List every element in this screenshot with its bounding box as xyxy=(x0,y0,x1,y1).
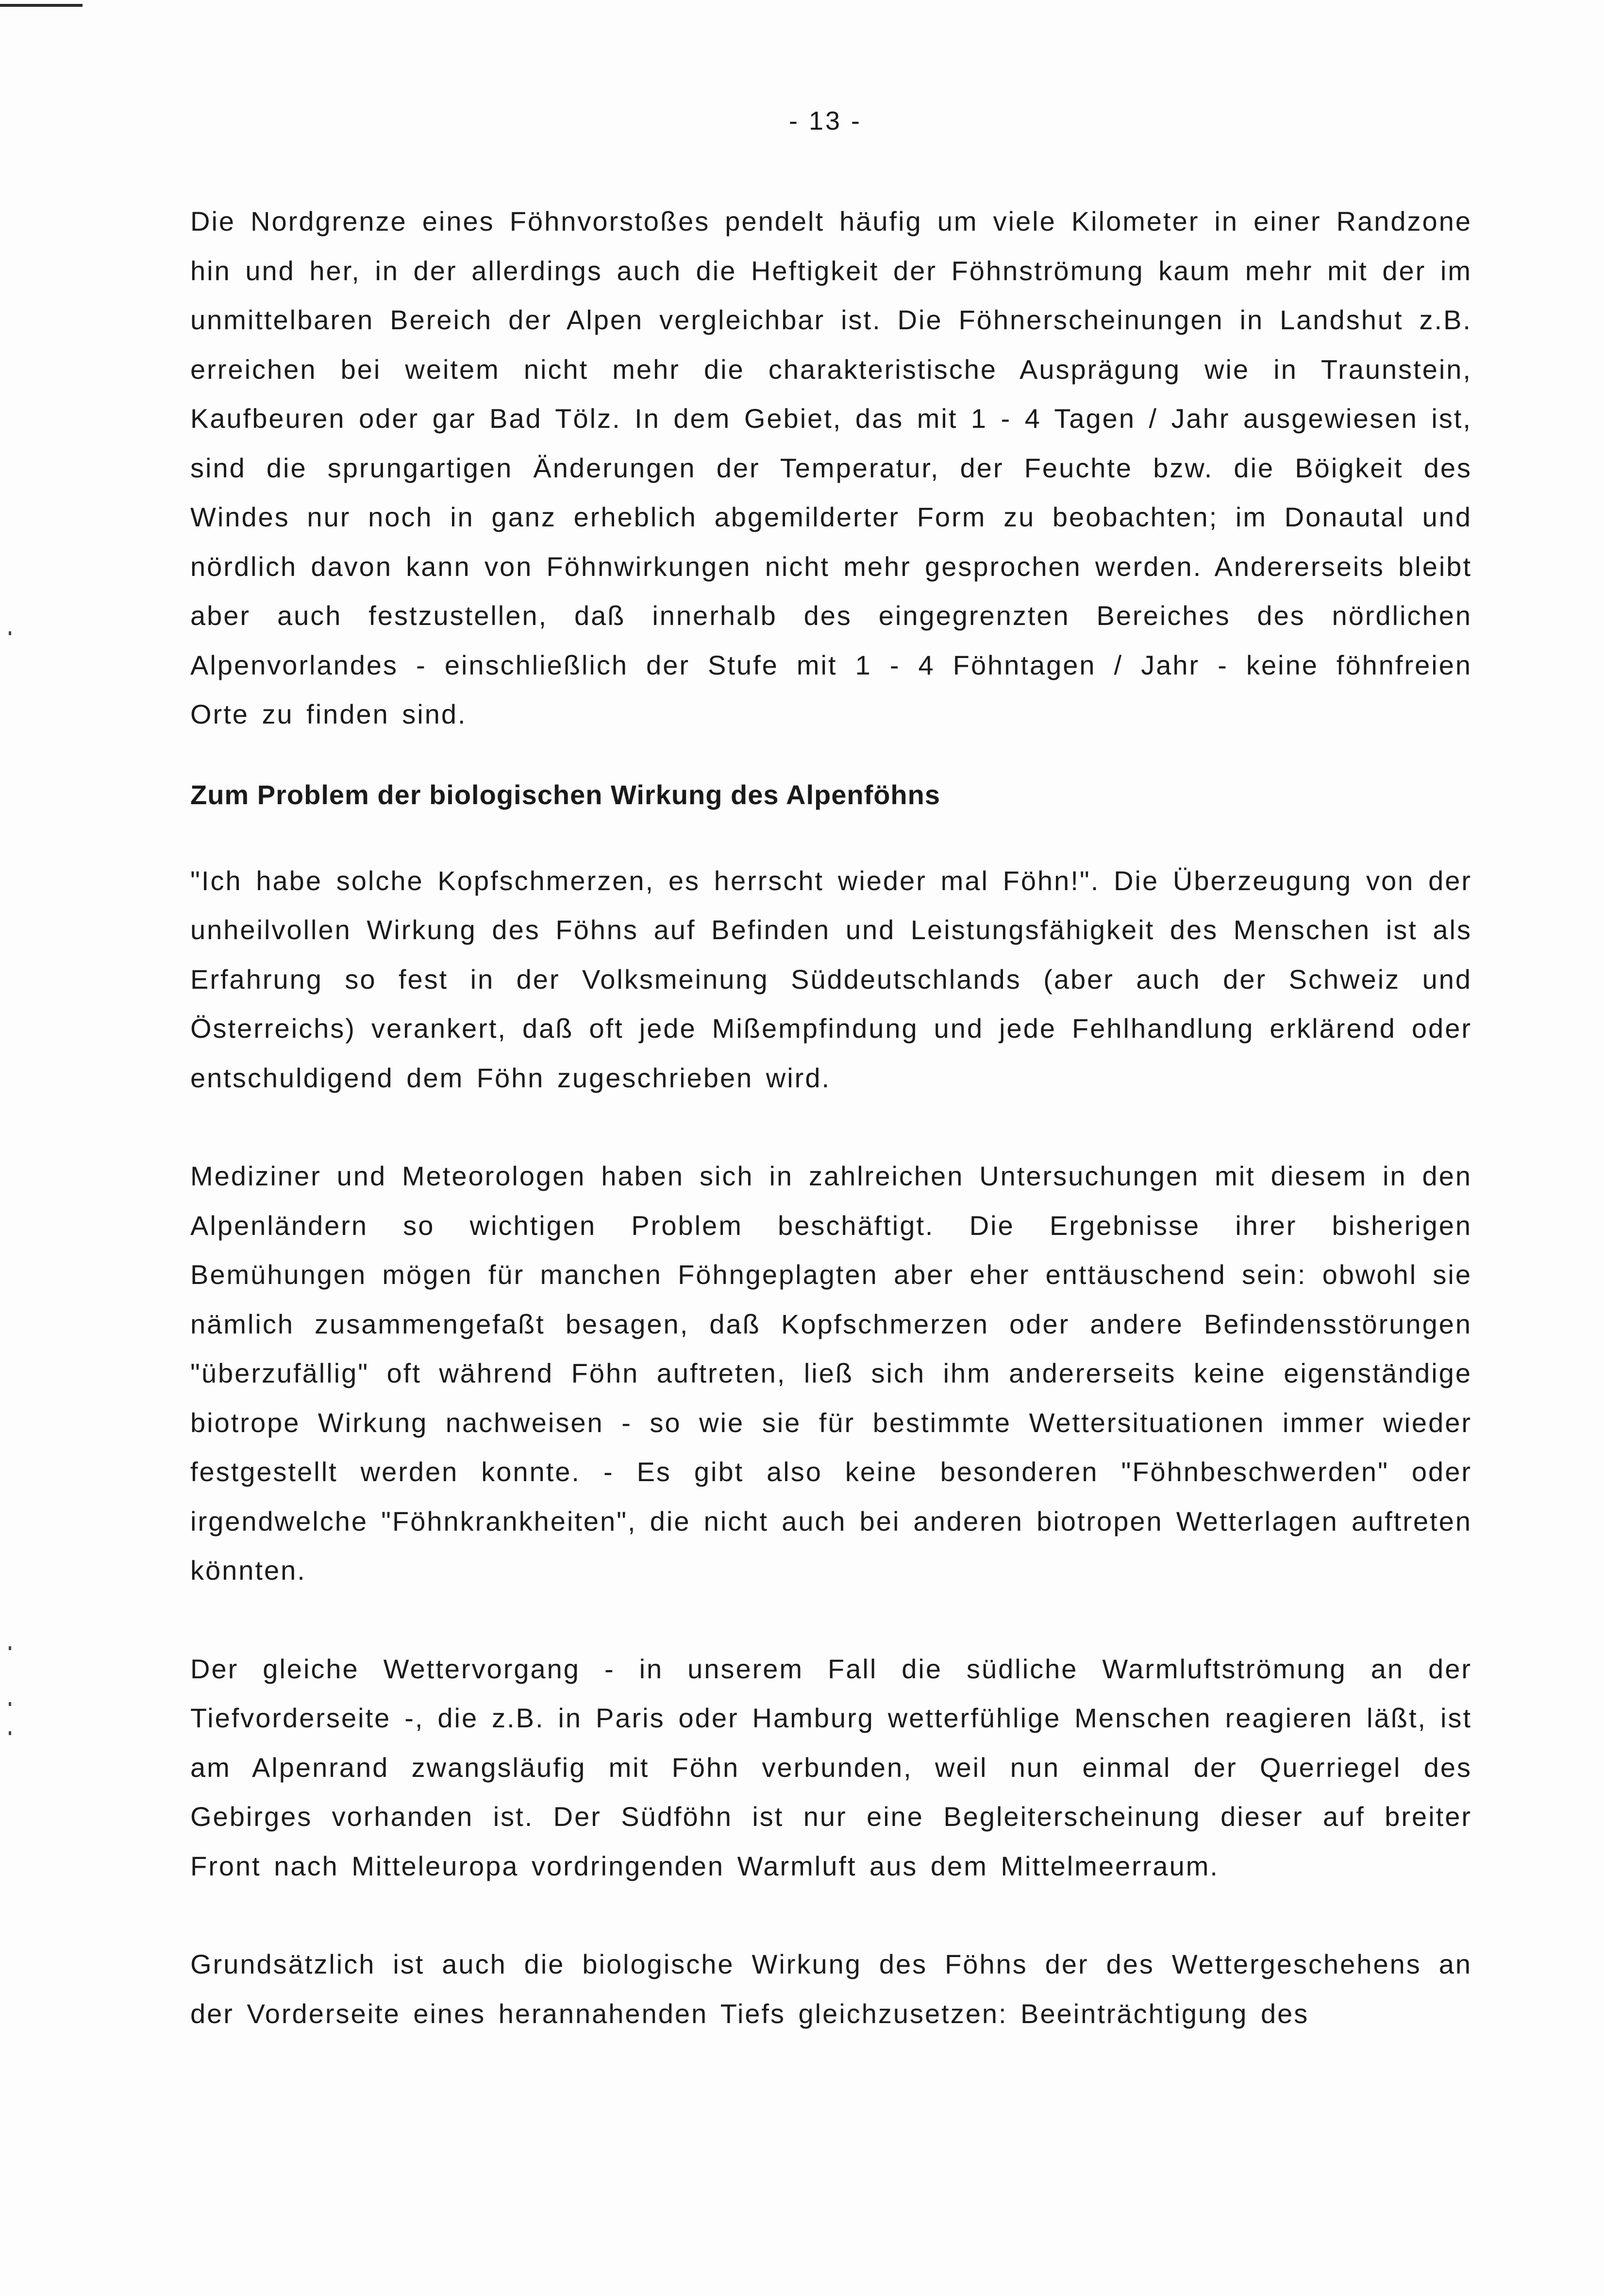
paragraph-grundsaetzlich: Grundsätzlich ist auch die biologische Wirkung des Föhns der des Wettergeschehens an der Vorderseite eines herannahenden Tiefs gleichzusetzen: Beeinträchtigung des xyxy=(190,1949,1472,2029)
page-body xyxy=(190,197,1472,2038)
scan-speck xyxy=(9,1731,11,1735)
paragraph-nordgrenze: Die Nordgrenze eines Föhnvorstoßes pendelt häufig um viele Kilometer in einer Randzone hin und her, in der allerdings auch die Heftigkeit der Föhnströmung kaum mehr mit der im unmittelbaren Bereich der Alpen vergleichbar ist. Die Föhnerscheinungen in Landshut z.B. erreichen bei weitem nicht mehr die charakteristische Ausprägung wie in Traunstein, Kaufbeuren oder gar Bad Tölz. In dem Gebiet, das mit 1 - 4 Tagen / Jahr ausgewiesen ist, sind die sprungartigen Änderungen der Temperatur, der Feuchte bzw. die Böigkeit des Windes nur noch in ganz erheblich abgemilderter Form zu beobachten; im Donautal und nördlich davon kann von Föhnwirkungen nicht mehr gesprochen werden. Andererseits bleibt aber auch festzustellen, daß innerhalb des eingegrenzten Bereiches des nördlichen Alpenvorlandes - einschließlich der Stufe mit 1 - 4 Föhntagen / Jahr - keine föhnfreien Orte zu finden sind. xyxy=(190,206,1472,729)
paragraph-wettervorgang: Der gleiche Wettervorgang - in unserem Fall die südliche Warmluftströmung an der Tiefvorderseite -, die z.B. in Paris oder Hamburg wetterfühlige Menschen reagieren läßt, ist am Alpenrand zwangsläufig mit Föhn verbunden, weil nun einmal der Querriegel des Gebirges vorhanden ist. Der Südföhn ist nur eine Begleiterscheinung dieser auf breiter Front nach Mitteleuropa vordringenden Warmluft aus dem Mittelmeerraum. xyxy=(190,1653,1472,1881)
scan-speck xyxy=(9,1646,11,1650)
paragraph-mediziner: Mediziner und Meteorologen haben sich in zahlreichen Untersuchungen mit diesem in den Alpenländern so wichtigen Problem beschäftigt. Die Ergebnisse ihrer bisherigen Bemühungen mögen für manchen Föhngeplagten aber eher enttäuschend sein: obwohl sie nämlich zusammengefaßt besagen, daß Kopfschmerzen oder andere Befindensstörungen "überzufällig" oft während Föhn auftreten, ließ sich ihm andererseits keine eigenständige biotrope Wirkung nachweisen - so wie sie für bestimmte Wettersituationen immer wieder festgestellt werden konnte. - Es gibt also keine besonderen "Föhnbeschwerden" oder irgendwelche "Föhnkrankheiten", die nicht auch bei anderen biotropen Wetterlagen auftreten könnten. xyxy=(190,1161,1472,1586)
top-edge-mark xyxy=(0,4,83,7)
scan-speck xyxy=(9,1702,11,1706)
section-heading: Zum Problem der biologischen Wirkung des Alpenföhns xyxy=(190,779,940,810)
paragraph-kopfschmerzen: "Ich habe solche Kopfschmerzen, es herrscht wieder mal Föhn!". Die Überzeugung von der unheilvollen Wirkung des Föhns auf Befinden und Leistungsfähigkeit des Menschen ist als Erfahrung so fest in der Volksmeinung Süddeutschlands (aber auch der Schweiz und Österreichs) verankert, daß oft jede Mißempfindung und jede Fehlhandlung erklärend oder entschuldigend dem Föhn zugeschrieben wird. xyxy=(190,865,1472,1093)
scan-speck xyxy=(9,631,11,635)
page-number: - 13 - xyxy=(788,106,862,135)
